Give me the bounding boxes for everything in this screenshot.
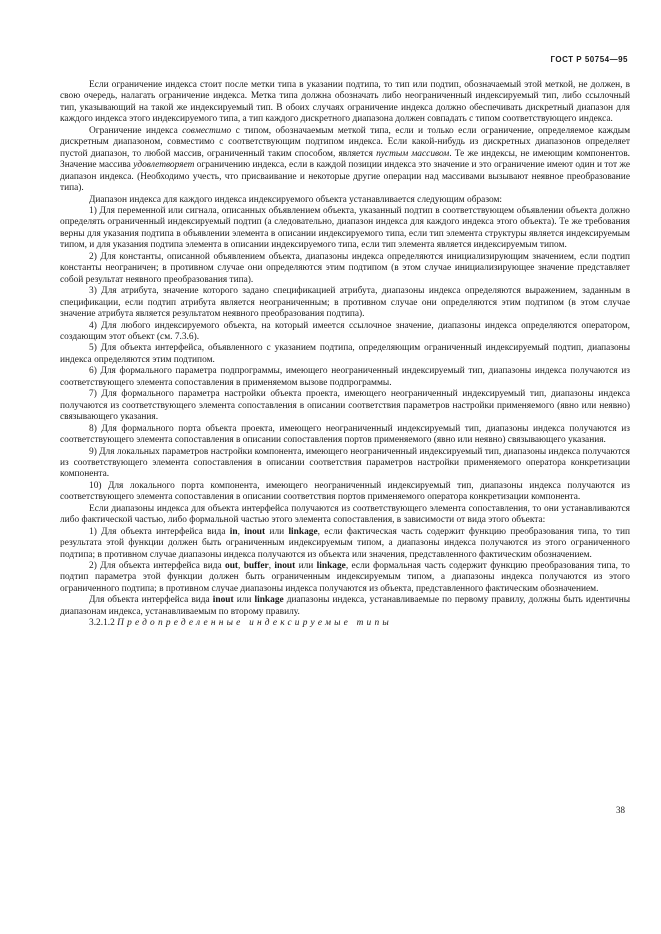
keyword: in — [229, 526, 238, 537]
text-run: ограничению индекса, если в каждой позиции индекса это значение и это ограничение имеют один и тот же диапазон индекса. (Необходимо учесть, что присваивание и некоторые другие операции над массивами вызывают неявное преобразование типа). — [60, 160, 630, 194]
text-run: 5) Для объекта интерфейса, объявленного с указанием подтипа, определяющим ограниченный индексируемый подтип, диапазоны индекса определяются этим подтипом. — [60, 343, 630, 365]
text-run: . Те же индексы, не имеющим компонентов. Значение массива — [60, 148, 630, 171]
keyword: linkage — [316, 561, 346, 572]
text-run: , если фактическая часть содержит функцию преобразования типа, то тип результата этой функции должен быть ограниченным индексируемым типом, а диапазоны индекса получаются из этого ограниченного подтипа; в противном случае диапазоны индекса получаются из объекта или значения, представленного фактическим обозначением. — [60, 526, 630, 560]
keyword: inout — [274, 561, 296, 572]
section-number: 3.2.1.2 — [89, 618, 115, 629]
text-run: или — [295, 561, 317, 572]
keyword: buffer — [243, 561, 269, 572]
body-text — [60, 80, 630, 630]
section-title: Предопределенные индексируемые типы — [117, 618, 392, 629]
keyword: inout — [244, 526, 266, 537]
text-run: Если диапазоны индекса для объекта интерфейса получаются из соответствующего элемента сопоставления, то они устанавливаются либо фактической частью, либо формальной частью этого элемента сопоставления, в зависимости от вида этого объекта: — [60, 503, 630, 526]
text-run: , если формальная часть содержит функцию преобразования типа, то подтип параметра этой функции должен быть ограниченным индексируемым типом, а диапазоны индекса получаются из этого ограниченного подтипа; в противном случае диапазоны индекса получаются из объекта, представленного фактическим обозначением. — [60, 561, 630, 594]
text-run: 3) Для атрибута, значение которого задано спецификацией атрибута, диапазоны индекса определяются выражением, заданным в спецификации, если подтип атрибута является неограниченным; в противном случае они определяются этим подтипом (в этом случае значение атрибута является результатом неявного преобразования подтипа). — [60, 286, 630, 320]
text-run: 2) Для константы, описанной объявлением объекта, диапазоны индекса определяются инициализирующим значением, если подтип константы неограничен; в противном случае они определяются этим подтипом (в этом случае инициализирующее значение представляет собой результат неявного преобразования типа). — [60, 251, 630, 285]
keyword: linkage — [254, 595, 284, 606]
text-run: 4) Для любого индексируемого объекта, на который имеется ссылочное значение, диапазоны индекса определяются оператором, создающим этот объект (см. 7.3.6). — [60, 320, 630, 342]
text-run: 10) Для локального порта компонента, имеющего неограниченный индексируемый тип, диапазоны индекса получаются из соответствующего элемента сопоставления в описании соответствия портов применяемого оператора конкретизации компонента. — [60, 480, 630, 503]
text-run: 8) Для формального порта объекта проекта, имеющего неограниченный индексируемый тип, диапазоны индекса получаются из соответствующего элемента сопоставления в описании сопоставления портов применяемого (явно или неявно) связывающего указания. — [60, 423, 630, 446]
paragraph — [60, 366, 630, 389]
paragraph — [60, 321, 630, 344]
paragraph — [60, 252, 630, 286]
text-run: 6) Для формального параметра подпрограммы, имеющего неограниченный индексируемый тип, диапазоны индекса получаются из соответствующего элемента сопоставления в применяемом вызове подпрограммы. — [60, 366, 630, 388]
paragraph — [60, 286, 630, 320]
paragraph — [60, 447, 630, 481]
text-run: Для объекта интерфейса вида — [89, 595, 213, 606]
document-header: ГОСТ Р 50754—95 — [550, 55, 628, 64]
paragraph — [60, 595, 630, 618]
text-run: , — [268, 561, 275, 572]
text-run: 2) Для объекта интерфейса вида — [89, 561, 225, 572]
text-run: с типом, обозначаемым меткой типа, если и только если ограничение, определяемое каждым дискретным диапазоном, совместимо с соответствующим подтипом индекса. Если какой-нибудь из дискретных диапазонов определяет пустой диапазон, то любой массив, ограниченный таким способом, является — [60, 125, 630, 159]
text-run: Если ограничение индекса стоит после метки типа в указании подтипа, то тип или подтип, обозначаемый этой меткой, не должен, в свою очередь, налагать ограничение индекса. Метка типа должна обозначать либо неограниченный индексируемый тип, либо ссылочный тип, указывающий на такой же индексируемый тип. В обоих случаях ограничение индекса должно обеспечивать дискретный диапазон для каждого индекса этого индексируемого типа, а тип каждого дискретного диапазона должен совпадать с типом соответствующего индекса. — [60, 80, 630, 125]
text-run: 1) Для переменной или сигнала, описанных объявлением объекта, указанный подтип в соответствующем объявлении объекта должно определять ограниченный индексируемый подтип (а следовательно, диапазон индекса для каждого индекса этого объекта). Те же требования верны для указания подтипа в объявлении элемента в описании индексируемого типа, если тип элемента структуры является индексируемым типом, и для указания подтипа элемента в описании индексируемого типа, если тип элемента является индексируемым типом. — [60, 205, 630, 251]
text-run: Ограничение индекса — [89, 125, 183, 136]
paragraph — [60, 343, 630, 366]
text-run: диапазоны индекса, устанавливаемые по первому правилу, должны быть идентичны диапазонам индекса, устанавливаемым по второму правилу. — [60, 595, 631, 617]
italic-term: удовлетворяет — [133, 160, 195, 171]
paragraph — [60, 206, 630, 252]
section-heading — [60, 618, 630, 629]
paragraph — [60, 527, 630, 561]
text-run: , — [238, 561, 244, 572]
text-run: или — [233, 595, 255, 606]
text-run: , — [237, 526, 245, 537]
italic-term: совместимо — [182, 125, 232, 136]
paragraph — [60, 561, 630, 595]
paragraph — [60, 126, 630, 195]
paragraph — [60, 195, 630, 206]
italic-term: пустым массивом — [376, 148, 450, 159]
paragraph — [60, 80, 630, 126]
text-run: 9) Для локальных параметров настройки компонента, имеющего неограниченный индексируемый тип, диапазоны индекса получаются из соответствующего элемента сопоставления в описании соответствия параметров настройки применяемого оператора конкретизации компонента. — [60, 446, 630, 480]
paragraph — [60, 424, 630, 447]
paragraph — [60, 504, 630, 527]
paragraph — [60, 481, 630, 504]
paragraph — [60, 389, 630, 423]
page-number: 38 — [616, 805, 625, 815]
keyword: inout — [212, 595, 234, 606]
keyword: out — [225, 561, 239, 572]
keyword: linkage — [288, 526, 318, 537]
text-run: или — [265, 526, 289, 537]
text-run: 7) Для формального параметра настройки объекта проекта, имеющего неограниченный индексируемый тип, диапазоны индекса получаются из соответствующего элемента сопоставления в описании соответствия параметров настройки применяемого (явно или неявно) связывающего указания. — [60, 389, 630, 423]
text-run: Диапазон индекса для каждого индекса индексируемого объекта устанавливается следующим образом: — [89, 194, 503, 205]
text-run: 1) Для объекта интерфейса вида — [89, 526, 230, 537]
